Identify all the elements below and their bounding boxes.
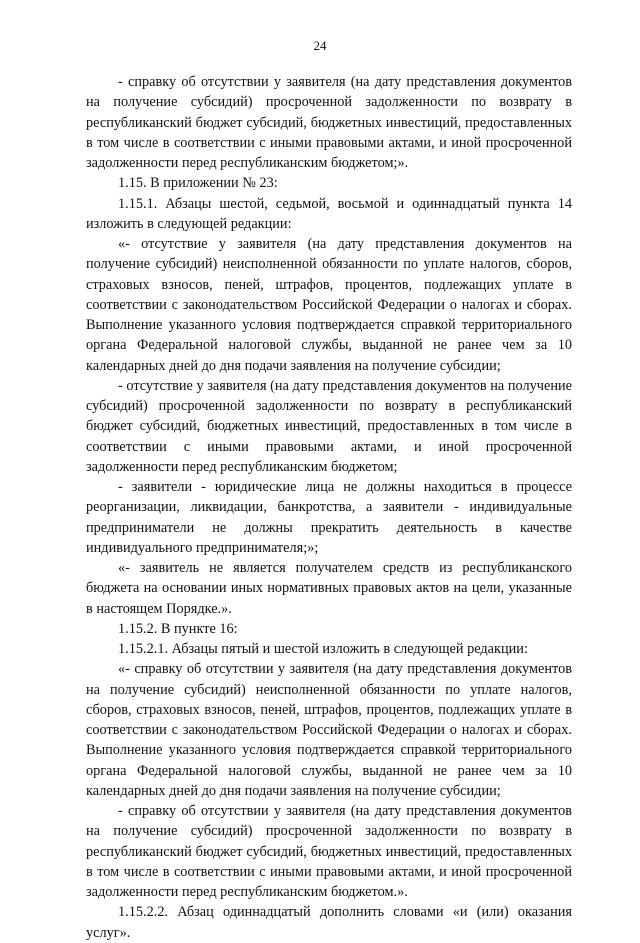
paragraph: «- справку об отсутствии у заявителя (на дату представления документов на получение субсидий) неисполненной обязанности по уплате налогов, сборов, страховых взносов, пеней, штрафов, процентов, подлежащих уплате в соответствии с законодательством Российской Федерации о налогах и сборах. Выполнение указанного условия подтверждается справкой территориального органа Федеральной налоговой службы, выданной не ранее чем за 10 календарных дней до дня подачи заявления на получение субсидии; — [86, 661, 572, 799]
paragraph: 1.15. В приложении № 23: — [118, 175, 278, 192]
paragraph: 1.15.2.2. Абзац одиннадцатый дополнить словами «и (или) оказания услуг». — [86, 904, 572, 941]
paragraph: - справку об отсутствии у заявителя (на дату представления документов на получение субсидий) просроченной задолженности по возврату в республиканский бюджет субсидий, бюджетных инвестиций, предоставленных в том числе в соответствии с иными правовыми актами, и иной просроченной задолженности перед республиканским бюджетом;». — [86, 74, 572, 171]
paragraph: «- отсутствие у заявителя (на дату представления документов на получение субсидий) неисполненной обязанности по уплате налогов, сборов, страховых взносов, пеней, штрафов, процентов, подлежащих уплате в соответствии с законодательством Российской Федерации о налогах и сборах. Выполнение указанного условия подтверждается справкой территориального органа Федеральной налоговой службы, выданной не ранее чем за 10 календарных дней до дня подачи заявления на получение субсидии; — [86, 236, 572, 374]
paragraph: - справку об отсутствии у заявителя (на дату представления документов на получение субсидий) просроченной задолженности по возврату в республиканский бюджет субсидий, бюджетных инвестиций, предоставленных в том числе в соответствии с иными правовыми актами, и иной просроченной задолженности перед республиканским бюджетом.». — [86, 803, 572, 900]
page-number: 24 — [313, 38, 327, 53]
paragraph: - отсутствие у заявителя (на дату представления документов на получение субсидий) просроченной задолженности по возврату в республиканский бюджет субсидий, бюджетных инвестиций, предоставленных в том числе в соответствии с иными правовыми актами, и иной просроченной задолженности перед республиканским бюджетом; — [86, 377, 572, 475]
paragraph: 1.15.2.1. Абзацы пятый и шестой изложить в следующей редакции: — [118, 641, 528, 657]
document-body — [86, 72, 572, 943]
paragraph: 1.15.1. Абзацы шестой, седьмой, восьмой и одиннадцатый пункта 14 изложить в следующей редакции: — [86, 195, 572, 232]
paragraph: 1.15.2. В пункте 16: — [118, 620, 238, 637]
paragraph: «- заявитель не является получателем средств из республиканского бюджета на основании иных нормативных правовых актов на цели, указанные в настоящем Порядке.». — [86, 560, 572, 617]
paragraph: - заявители - юридические лица не должны находиться в процессе реорганизации, ликвидации, банкротства, а заявители - индивидуальные предприниматели не должны прекратить деятельность в качестве индивидуального предпринимателя;»; — [86, 479, 572, 556]
